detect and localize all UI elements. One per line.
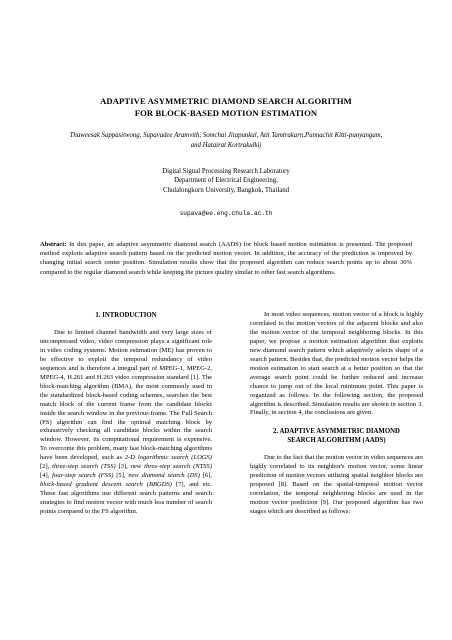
intro-text-g: [7], and etc. These fast algorithms use different search patterns and search strategies to find motion vector with much less number of search points compared to the FS algorithm. bbox=[40, 481, 213, 516]
intro-method-logs: 2-D logarithmic search (LOGS) bbox=[124, 454, 212, 462]
title-line-2: FOR BLOCK-BASED MOTION ESTIMATION bbox=[134, 107, 318, 118]
section-2-heading-line-2: SEARCH ALGORITHM (AADS) bbox=[287, 437, 386, 445]
intro-method-ntss: new three-step search (NTSS) bbox=[130, 463, 212, 471]
left-column bbox=[40, 311, 212, 517]
abstract-text: In this paper, an adaptive asymmetric diamond search (AADS) for block based motion estimation is presented. The proposed method exploits adaptive search pattern based on the predicted motion vector. In addition, the accuracy of the prediction is improved by changing initial search center position. Simulation results show that the proposed algorithm can reduce search points up to about 30% compared to the regular diamond search while keeping the picture quality similar to other fast search algorithms. bbox=[40, 241, 412, 276]
affiliation-line-3: Chulalongkorn University, Bangkok, Thailand bbox=[162, 186, 290, 194]
intro-text-c: [3], bbox=[115, 463, 131, 471]
right-column bbox=[250, 311, 423, 517]
intro-method-fss: four-step search (FSS) bbox=[52, 472, 114, 480]
contact-email: supava@ee.eng.chula.ac.th bbox=[179, 210, 273, 217]
intro-text-e: [5], bbox=[113, 472, 129, 480]
intro-paragraph-2: In most video sequences, motion vector of a block is highly correlated to the motion vectors of the adjacent blocks and also the motion vector of the temporal neighboring blocks. In this paper, we propose a motion estimation algorithm that exploits new diamond search pattern which adaptively selects shape of a search pattern. Besides that, the predicted motion vector helps the motion estimation to start search at a better position so that the average search point could be further reduced and increase chance to jump out of the local minimum point. This paper is organized as follows. In the following section, the proposed algorithm is described. Simulation results are shown in section 3. Finally, in section 4, the conclusions are given. bbox=[250, 311, 423, 417]
abstract bbox=[40, 240, 412, 277]
affiliation-line-1: Digital Signal Processing Research Laboratory bbox=[162, 168, 290, 175]
author-list bbox=[44, 131, 408, 150]
paper-title bbox=[40, 96, 412, 119]
intro-method-bbgds: block-based gradient descent search (BBGDS) bbox=[40, 481, 172, 489]
intro-text-d: [4], bbox=[40, 472, 53, 480]
abstract-label: Abstract: bbox=[40, 241, 67, 248]
affiliation bbox=[60, 167, 392, 195]
intro-method-ds: new diamond search (DS) bbox=[128, 472, 200, 480]
intro-text-f: [6], bbox=[199, 472, 212, 480]
introduction-heading: 1. INTRODUCTION bbox=[95, 312, 157, 319]
title-line-1: ADAPTIVE ASYMMETRIC DIAMOND SEARCH ALGORITHM bbox=[100, 96, 352, 106]
introduction-paragraph bbox=[40, 329, 212, 517]
authors-line-2: and Hatairat Kortrakulkij bbox=[190, 141, 262, 149]
intro-text-b: [2], bbox=[40, 463, 53, 471]
section-2-heading bbox=[250, 427, 423, 445]
intro-method-tss: three-step search (TSS) bbox=[52, 463, 116, 471]
authors-line-1: Thaweesak Sappasitwong, Supavadee Aramvith, Somchai Jitapunkul, Atit Tamtrakarn,Punnachit Kitti-punyangam, bbox=[69, 132, 383, 139]
section-2-heading-line-1: 2. ADAPTIVE ASYMMETRIC DIAMOND bbox=[273, 428, 400, 436]
section-2-paragraph: Due to the fact that the motion vector in video sequences are highly correlated to its neighbor's motion vector, some linear prediction of motion vectors utilizing spatial neighbor blocks are proposed [8]. Based on the spatial-temporal motion vector correlation, the temporal neighboring blocks are used in the motion vector prediction [9]. Our proposed algorithm has two stages which are described as follows: bbox=[250, 454, 423, 516]
intro-text-a: Due to limited channel bandwidth and very large sizes of uncompressed video, video compression plays a significant role in video coding systems. Motion estimation (ME) has proven to be effective to exploit the temporal redundancy of video sequences and is therefore a integral part of MPEG-1, MPEG-2, MPEG-4, H.261 and H.263 video compression standard [1]. The block-matching algorithm (BMA), the most commonly used in the standardized block-based coding schemes, searches the best match block of the current frame from the candidate blocks inside the search window in the previous frame. The Full Search (FS) algorithm can find the optimal matching block by exhaustively checking all candidate blocks within the search window. However, its computational requirement is expensive. To overcome this problem, many fast block-matching algorithms have been developed, such as bbox=[40, 329, 212, 462]
affiliation-line-2: Department of Electrical Engineering, bbox=[174, 177, 278, 185]
